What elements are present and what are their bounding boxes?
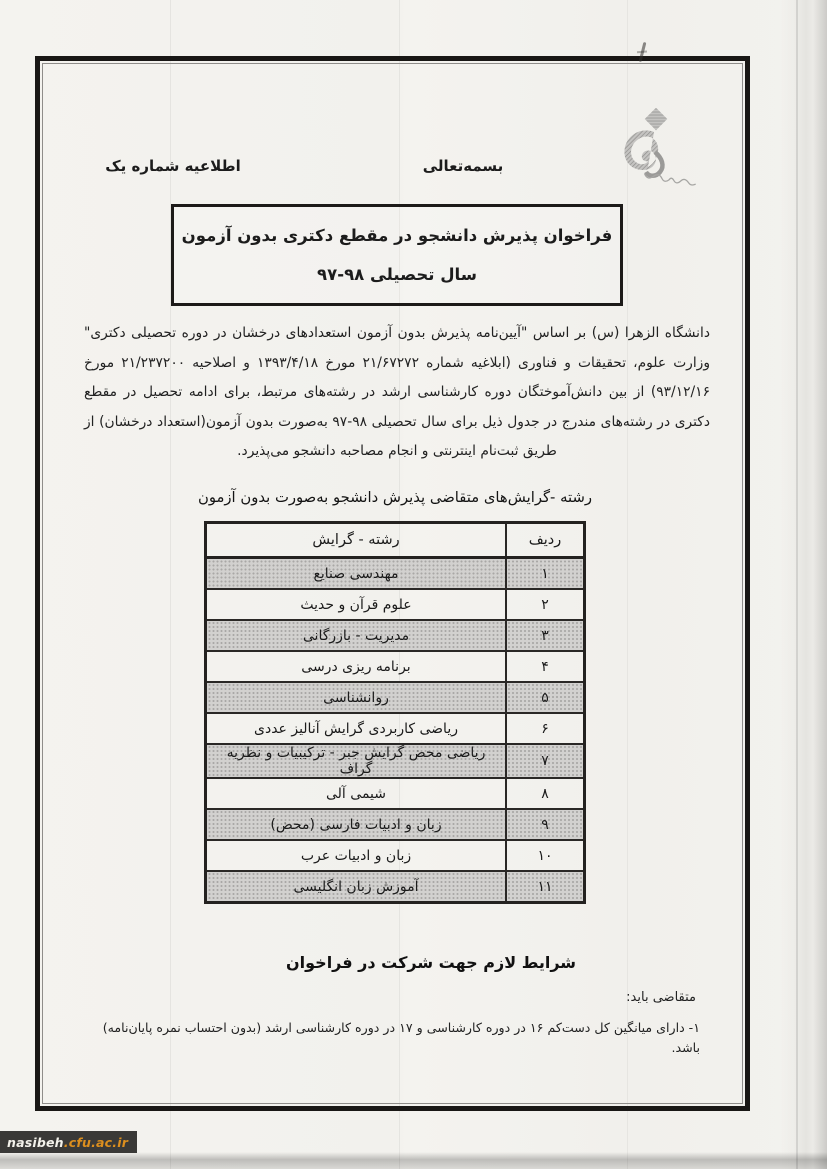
fields-table: [204, 521, 586, 904]
row-no-cell: ۴: [506, 651, 585, 682]
table-row: [206, 651, 585, 682]
field-cell: مهندسی صنایع: [206, 558, 507, 590]
row-no-cell: ۳: [506, 620, 585, 651]
table-row: [206, 871, 585, 903]
table-row: [206, 589, 585, 620]
table-row: [206, 682, 585, 713]
conditions-heading: شرایط لازم جهت شرکت در فراخوان: [285, 953, 576, 972]
row-no-cell: ۱۱: [506, 871, 585, 903]
table-header-row: [206, 523, 585, 558]
row-no-cell: ۲: [506, 589, 585, 620]
field-cell: مدیریت - بازرگانی: [206, 620, 507, 651]
notice-number-heading: اطلاعیه شماره یک: [105, 157, 241, 175]
field-cell: ریاضی محض گرایش جبر - ترکیبیات و نظریه گراف: [206, 744, 507, 778]
col-header-row-no: ردیف: [506, 523, 585, 558]
title-line-1: فراخوان پذیرش دانشجو در مقطع دکتری بدون آزمون: [181, 226, 613, 246]
watermark-site-domain: .cfu.ac.ir: [63, 1134, 129, 1150]
row-no-cell: ۱: [506, 558, 585, 590]
field-cell: علوم قرآن و حدیث: [206, 589, 507, 620]
table-row: [206, 713, 585, 744]
condition-item-1: ۱- دارای میانگین کل دست‌کم ۱۶ در دوره کارشناسی و ۱۷ در دوره کارشناسی ارشد (بدون احتساب نمره پایان‌نامه) باشد.: [102, 1020, 700, 1055]
table-row: [206, 744, 585, 778]
scan-edge-shadow: [780, 0, 827, 1169]
col-header-field: رشته - گرایش: [206, 523, 507, 558]
row-no-cell: ۹: [506, 809, 585, 840]
intro-paragraph: دانشگاه الزهرا (س) بر اساس "آیین‌نامه پذیرش بدون آزمون استعدادهای درخشان در دوره تحصیلی دکتری" وزارت علوم، تحقیقات و فناوری (ابلاغیه شماره ۲۱/۶۷۲۷۲ مورخ ۱۳۹۳/۴/۱۸ و اصلاحیه ۲۱/۲۳۷۲۰۰ مورخ ۹۳/۱۲/۱۶) از بین دانش‌آموختگان دوره کارشناسی ارشد در رشته‌های مرتبط، برای ادامه تحصیل در مقطع دکتری در رشته‌های مندرج در جدول ذیل برای سال تحصیلی ۹۸-۹۷ به‌صورت بدون آزمون(استعداد درخشان) از طریق ثبت‌نام اینترنتی و انجام مصاحبه دانشجو می‌پذیرد.: [84, 325, 710, 459]
field-cell: آموزش زبان انگلیسی: [206, 871, 507, 903]
row-no-cell: ۵: [506, 682, 585, 713]
table-row: [206, 840, 585, 871]
conditions-lead: متقاضی باید:: [626, 990, 696, 1005]
title-box: [171, 204, 623, 306]
alzahra-university-logo-icon: [610, 108, 710, 190]
field-cell: برنامه ریزی درسی: [206, 651, 507, 682]
table-row: [206, 558, 585, 590]
besmele-heading: بسمه‌تعالی: [422, 157, 504, 175]
field-cell: شیمی آلی: [206, 778, 507, 809]
row-no-cell: ۷: [506, 744, 585, 778]
field-cell: زبان و ادبیات عرب: [206, 840, 507, 871]
table-caption: رشته -گرایش‌های متقاضی پذیرش دانشجو به‌صورت بدون آزمون: [197, 489, 593, 506]
field-cell: زبان و ادبیات فارسی (محض): [206, 809, 507, 840]
watermark-badge: [0, 1131, 137, 1153]
watermark-site-name: nasibeh: [7, 1134, 64, 1150]
field-cell: روانشناسی: [206, 682, 507, 713]
row-no-cell: ۱۰: [506, 840, 585, 871]
table-row: [206, 620, 585, 651]
field-cell: ریاضی کاربردی گرایش آنالیز عددی: [206, 713, 507, 744]
table-row: [206, 778, 585, 809]
title-line-2: سال تحصیلی ۹۸-۹۷: [317, 264, 477, 284]
scan-edge-line: [796, 0, 798, 1169]
table-row: [206, 809, 585, 840]
row-no-cell: ۶: [506, 713, 585, 744]
row-no-cell: ۸: [506, 778, 585, 809]
scan-bottom-shadow: [0, 1152, 827, 1169]
